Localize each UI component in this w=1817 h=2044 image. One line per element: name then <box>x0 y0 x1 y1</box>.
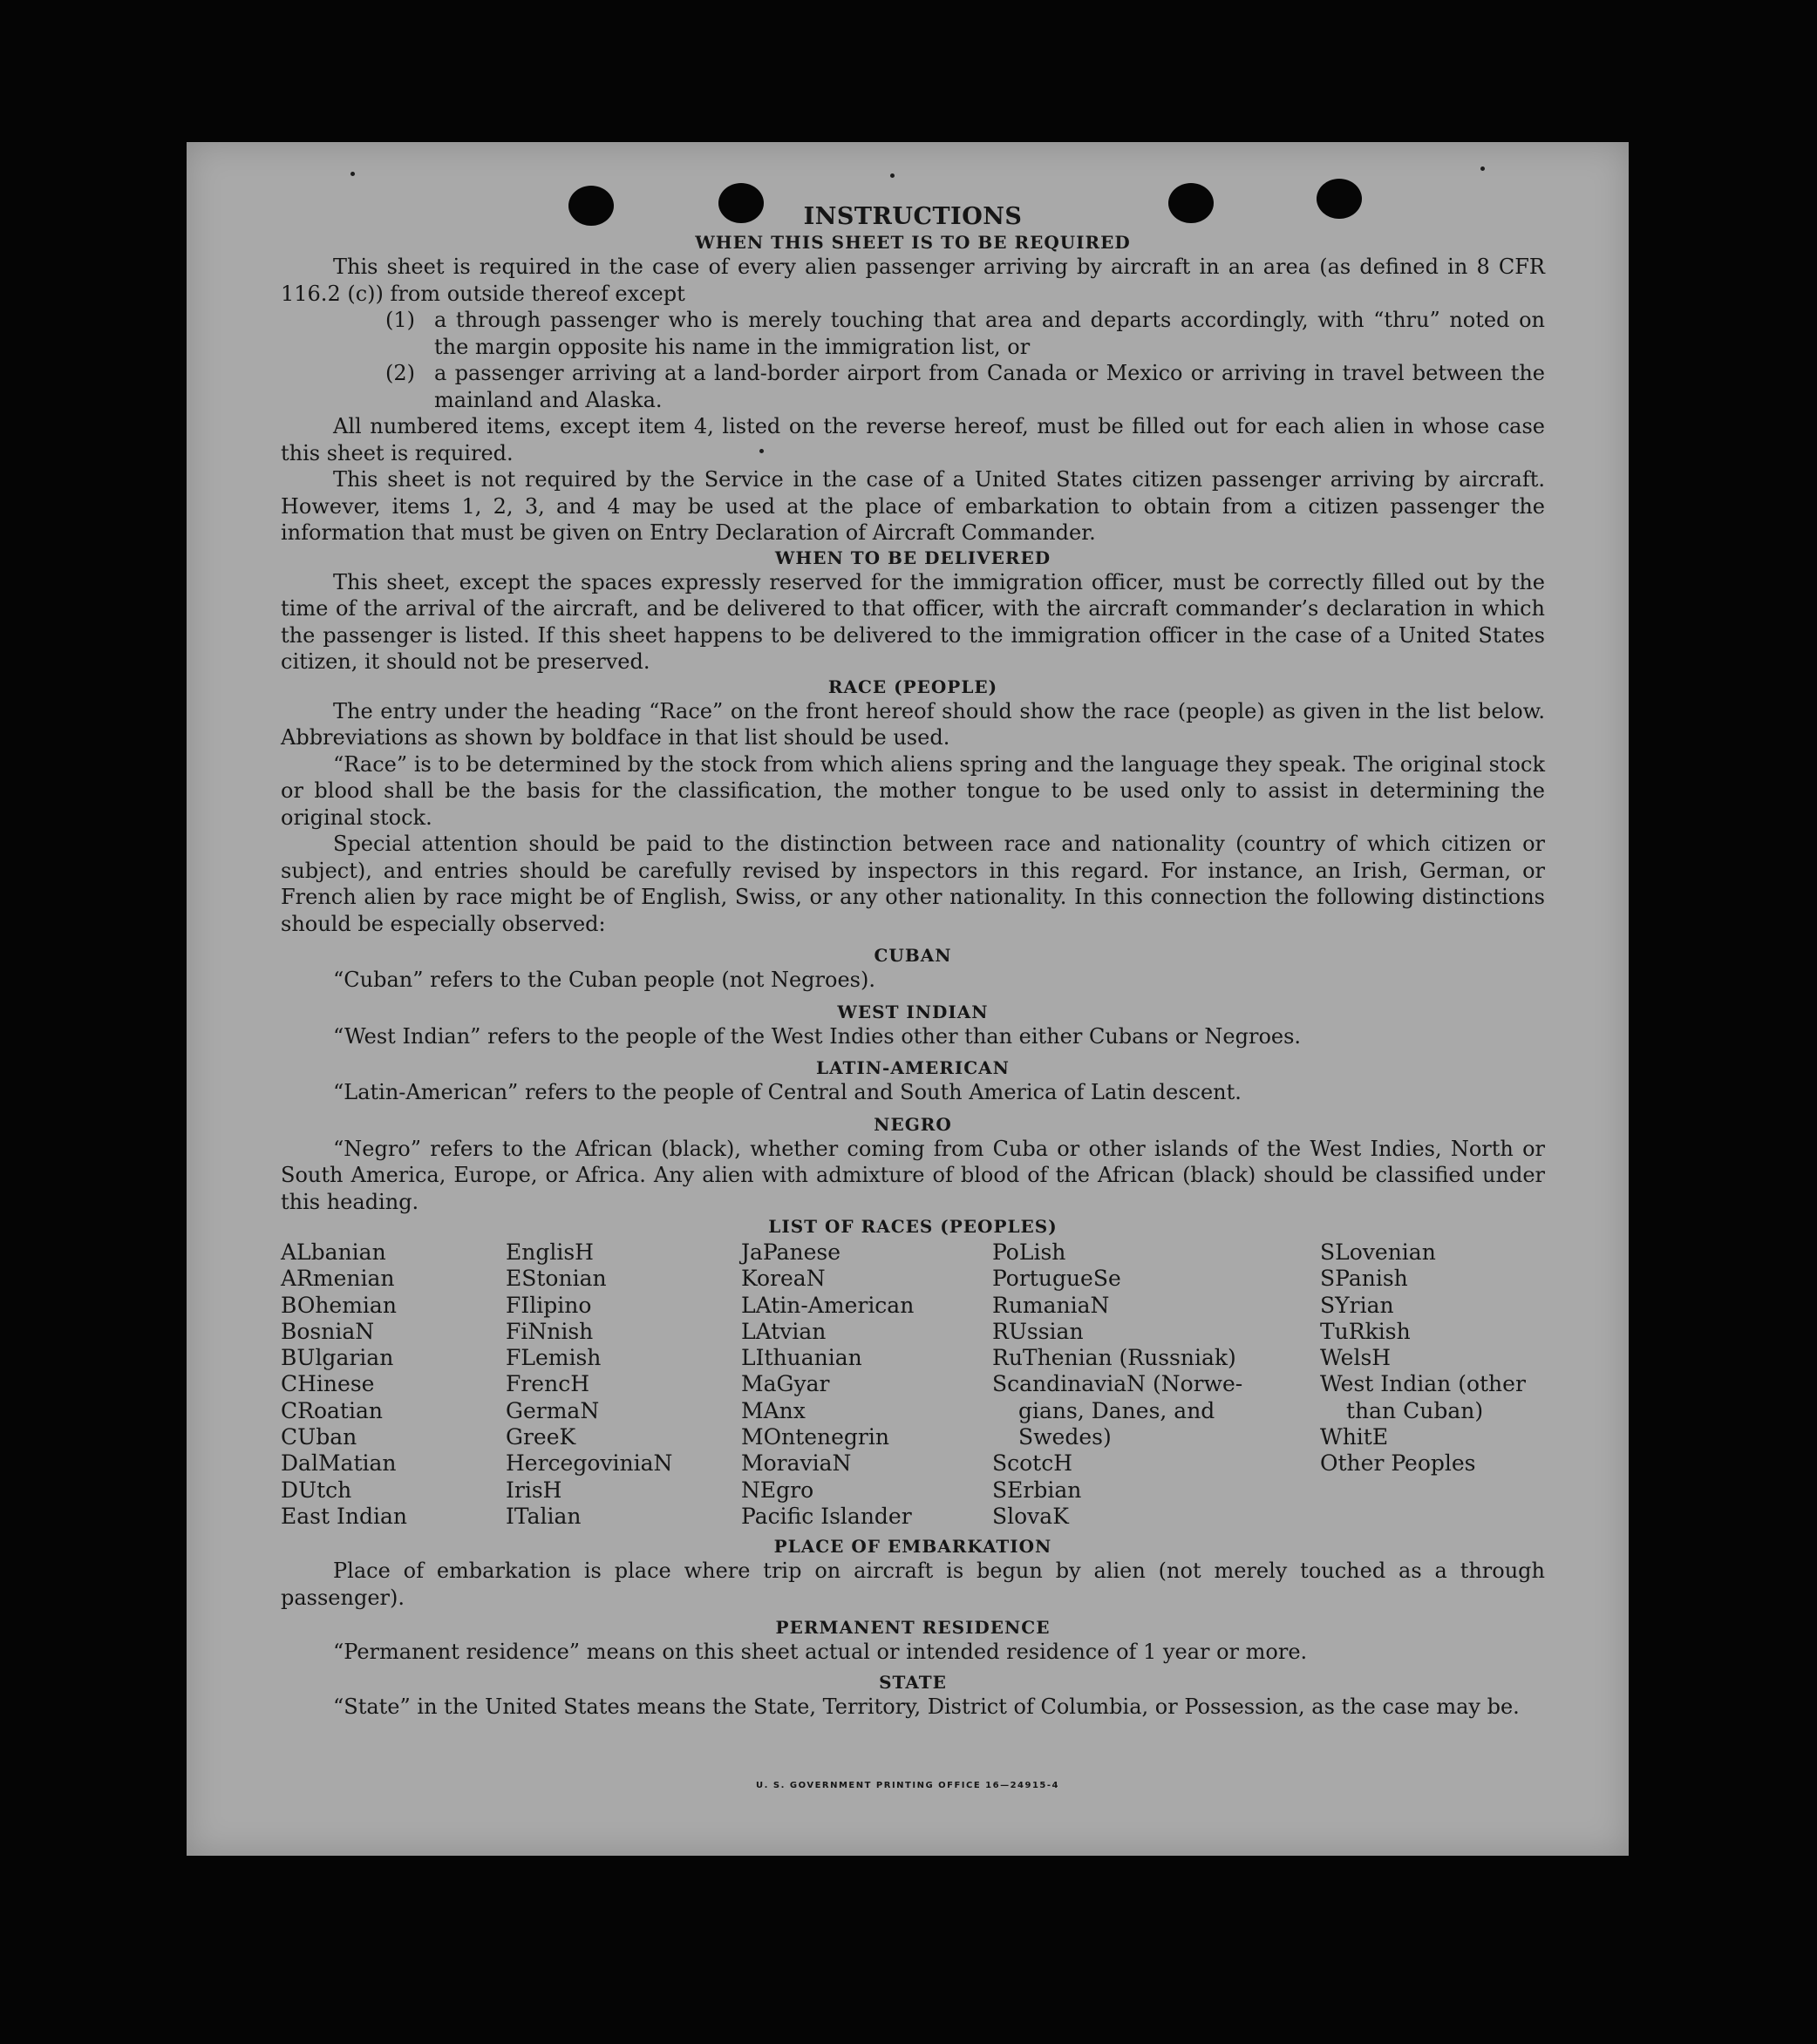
paragraph: This sheet is not required by the Service in the case of a United States citizen passenger arriving by aircraft. However, items 1, 2, 3, and 4 may be used at the place of embarkation to obtain from a citizen passenger the information that must be given on Entry Declaration of Aircraft Commander. <box>281 467 1545 545</box>
paragraph: All numbered items, except item 4, listed on the reverse hereof, must be filled out for each alien in whose case this sheet is required. <box>281 414 1545 465</box>
race-item: East Indian <box>281 1503 407 1529</box>
document-sheet <box>187 142 1629 1856</box>
race-item: than Cuban) <box>1346 1397 1484 1423</box>
race-item: RuThenian (Russniak) <box>992 1345 1236 1371</box>
race-item: JaPanese <box>741 1239 841 1265</box>
section-heading: WHEN THIS SHEET IS TO BE REQUIRED <box>695 232 1131 253</box>
speck <box>350 172 355 176</box>
section-heading: WHEN TO BE DELIVERED <box>774 547 1051 568</box>
races-list <box>281 1239 1545 1530</box>
race-item: GreeK <box>506 1424 576 1450</box>
paragraph: “State” in the United States means the State, Territory, District of Columbia, or Possession, as the case may be. <box>333 1694 1520 1719</box>
race-item: FLemish <box>506 1345 602 1371</box>
section-heading: PLACE OF EMBARKATION <box>773 1536 1052 1558</box>
race-item: HercegoviniaN <box>506 1450 673 1477</box>
race-item: ALbanian <box>281 1239 386 1265</box>
race-item: LIthuanian <box>741 1345 862 1371</box>
race-item: KoreaN <box>741 1266 826 1292</box>
paragraph: “Negro” refers to the African (black), whether coming from Cuba or other islands of the West Indies, North or South America, Europe, or Africa. Any alien with admixture of blood of the African (black) should be classified under this heading. <box>281 1136 1545 1214</box>
races-column <box>506 1239 741 1530</box>
race-item: NEgro <box>741 1477 814 1503</box>
races-column <box>1320 1239 1545 1530</box>
race-item: SYrian <box>1320 1292 1394 1318</box>
paragraph: “West Indian” refers to the people of the West Indies other than either Cubans or Negroes. <box>333 1023 1302 1049</box>
list-item <box>385 360 1545 413</box>
race-item: SPanish <box>1320 1266 1408 1292</box>
race-item: Pacific Islander <box>741 1503 912 1529</box>
race-item: Swedes) <box>1018 1424 1112 1450</box>
section-heading: WEST INDIAN <box>837 1001 989 1022</box>
race-item: MaGyar <box>741 1371 830 1397</box>
race-item: FrencH <box>506 1371 589 1397</box>
race-item: CHinese <box>281 1371 375 1397</box>
race-item: TuRkish <box>1320 1318 1411 1344</box>
race-item: ARmenian <box>281 1266 395 1292</box>
race-item: WelsH <box>1320 1345 1392 1371</box>
speck <box>1480 166 1485 171</box>
item-number: (1) <box>385 308 415 332</box>
race-item: BOhemian <box>281 1292 397 1318</box>
race-item: EnglisH <box>506 1239 594 1265</box>
race-item: SErbian <box>992 1477 1082 1503</box>
paragraph: The entry under the heading “Race” on the front hereof should show the race (people) as given in the list below. Abbreviations as shown by boldface in that list should be used. <box>281 698 1545 750</box>
races-column <box>281 1239 506 1530</box>
race-item: CUban <box>281 1424 357 1450</box>
race-item: Other Peoples <box>1320 1450 1476 1477</box>
races-column <box>992 1239 1320 1530</box>
race-item: CRoatian <box>281 1397 383 1423</box>
paragraph: Special attention should be paid to the distinction between race and nationality (country of which citizen or subject), and entries should be carefully revised by inspectors in this regard. For instance, an Irish, German, or French alien by race might be of English, Swiss, or any other nationality. In this connection the following distinctions should be especially observed: <box>281 832 1545 936</box>
page-title: INSTRUCTIONS <box>803 203 1023 230</box>
race-item: BUlgarian <box>281 1345 394 1371</box>
paragraph: Place of embarkation is place where trip on aircraft is begun by alien (not merely touched as a through passenger). <box>281 1558 1545 1610</box>
section-heading: RACE (PEOPLE) <box>827 676 998 697</box>
race-item: MAnx <box>741 1397 806 1423</box>
paragraph: “Latin-American” refers to the people of Central and South America of Latin descent. <box>333 1080 1242 1104</box>
section-heading: NEGRO <box>874 1113 952 1135</box>
speck <box>890 173 895 178</box>
section-heading: CUBAN <box>874 945 952 966</box>
race-item: PoLish <box>992 1239 1066 1265</box>
paragraph: “Cuban” refers to the Cuban people (not Negroes). <box>333 968 875 992</box>
race-item: LAtvian <box>741 1318 827 1344</box>
paragraph: “Permanent residence” means on this sheet actual or intended residence of 1 year or more. <box>333 1640 1308 1665</box>
race-item: FiNnish <box>506 1318 594 1344</box>
race-item: DalMatian <box>281 1450 397 1477</box>
race-item: EStonian <box>506 1266 607 1292</box>
list-item <box>385 307 1545 360</box>
race-item: BosniaN <box>281 1318 375 1344</box>
race-item: RUssian <box>992 1318 1084 1344</box>
race-item: WhitE <box>1320 1424 1389 1450</box>
section-heading: LIST OF RACES (PEOPLES) <box>768 1216 1058 1237</box>
race-item: FIlipino <box>506 1292 592 1318</box>
paragraph: “Race” is to be determined by the stock from which aliens spring and the language they speak. The original stock or blood shall be the basis for the classification, the mother tongue to be used only to assist in determining the original stock. <box>281 751 1545 830</box>
item-text: a passenger arriving at a land-border airport from Canada or Mexico or arriving in travel between the mainland and Alaska. <box>434 361 1545 412</box>
race-item: ScotcH <box>992 1450 1073 1477</box>
paragraph: This sheet, except the spaces expressly reserved for the immigration officer, must be correctly filled out by the time of the arrival of the aircraft, and be delivered to that officer, with the aircraft commander’s declaration in which the passenger is listed. If this sheet happens to be delivered to the immigration officer in the case of a United States citizen, it should not be preserved. <box>281 569 1545 674</box>
race-item: PortugueSe <box>992 1266 1121 1292</box>
race-item: IrisH <box>506 1477 562 1503</box>
race-item: SlovaK <box>992 1503 1069 1529</box>
race-item: SLovenian <box>1320 1239 1436 1265</box>
printer-imprint: U. S. GOVERNMENT PRINTING OFFICE 16—24915-4 <box>756 1781 1059 1790</box>
paragraph: This sheet is required in the case of every alien passenger arriving by aircraft in an area (as defined in 8 CFR 116.2 (c)) from outside thereof except <box>281 255 1545 306</box>
item-text: a through passenger who is merely touching that area and departs accordingly, with “thru” noted on the margin opposite his name in the immigration list, or <box>434 308 1545 359</box>
instructions-content <box>281 203 1545 1720</box>
race-item: RumaniaN <box>992 1292 1110 1318</box>
race-item: gians, Danes, and <box>1018 1397 1215 1423</box>
race-item: ITalian <box>506 1503 582 1529</box>
race-item: MOntenegrin <box>741 1424 889 1450</box>
race-item: West Indian (other <box>1320 1371 1526 1397</box>
races-column <box>741 1239 992 1530</box>
race-item: LAtin-American <box>741 1292 915 1318</box>
section-heading: LATIN-AMERICAN <box>816 1057 1010 1078</box>
section-heading: STATE <box>879 1671 947 1693</box>
section-heading: PERMANENT RESIDENCE <box>775 1617 1051 1639</box>
race-item: GermaN <box>506 1397 600 1423</box>
race-item: DUtch <box>281 1477 352 1503</box>
race-item: ScandinaviaN (Norwe- <box>992 1371 1243 1397</box>
item-number: (2) <box>385 361 415 385</box>
race-item: MoraviaN <box>741 1450 852 1477</box>
